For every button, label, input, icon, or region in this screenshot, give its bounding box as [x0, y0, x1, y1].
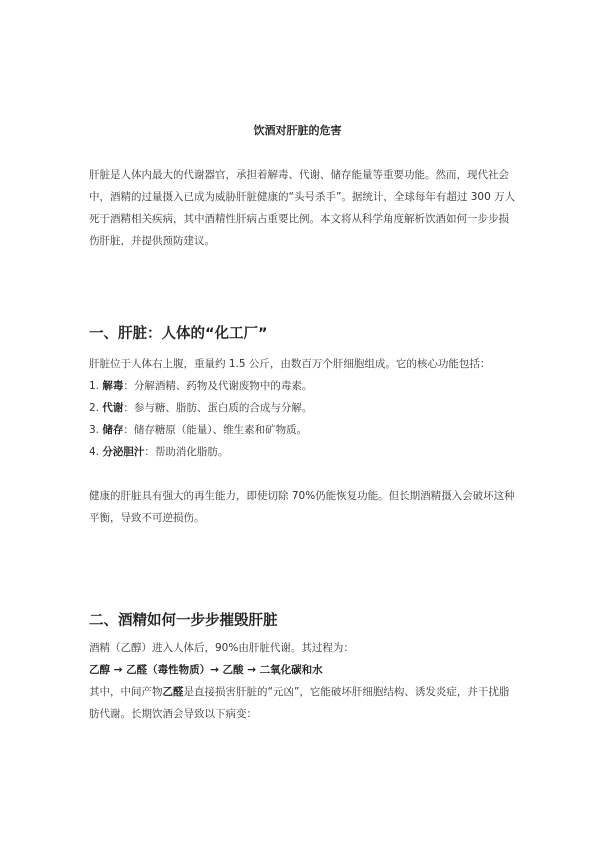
intro-paragraph: 肝脏是人体内最大的代谢器官，承担着解毒、代谢、储存能量等重要功能。然而，现代社会中，酒精的过量摄入已成为威胁肝脏健康的“头号杀手”。据统计，全球每年有超过 300 万人死于酒精相关疾病，其中酒精性肝病占重要比例。本文将从科学角度解析饮酒如何一步步损伤肝脏，并提供预防建议。	[89, 169, 516, 247]
metabolism-flow: 乙醇 → 乙醛（毒性物质）→ 乙酸 → 二氧化碳和水	[89, 664, 323, 676]
section1-closing: 健康的肝脏具有强大的再生能力，即使切除 70%仍能恢复功能。但长期酒精摄入会破坏这种平衡，导致不可逆损伤。	[89, 490, 515, 524]
function-list	[89, 375, 519, 463]
list-item: 2. 代谢：参与糖、脂肪、蛋白质的合成与分解。	[89, 402, 313, 414]
document-title: 饮酒对肝脏的危害	[253, 124, 342, 137]
list-item: 4. 分泌胆汁：帮助消化脂肪。	[89, 446, 229, 458]
section1-heading: 一、肝脏：人体的“化工厂”	[89, 326, 268, 342]
section2-heading: 二、酒精如何一步步摧毁肝脏	[89, 613, 278, 629]
section2-detail: 其中，中间产物乙醛是直接损害肝脏的“元凶”，它能破坏肝细胞结构、诱发炎症，并干扰脂肪代谢。长期饮酒会导致以下病变：	[89, 686, 510, 720]
section1-lead: 肝脏位于人体右上腹，重量约 1.5 公斤，由数百万个肝细胞组成。它的核心功能包括：	[89, 358, 491, 370]
list-item: 1. 解毒：分解酒精、药物及代谢废物中的毒素。	[89, 380, 313, 392]
list-item: 3. 储存：储存糖原（能量）、维生素和矿物质。	[89, 424, 308, 436]
section2-lead: 酒精（乙醇）进入人体后，90%由肝脏代谢。其过程为：	[89, 642, 354, 654]
